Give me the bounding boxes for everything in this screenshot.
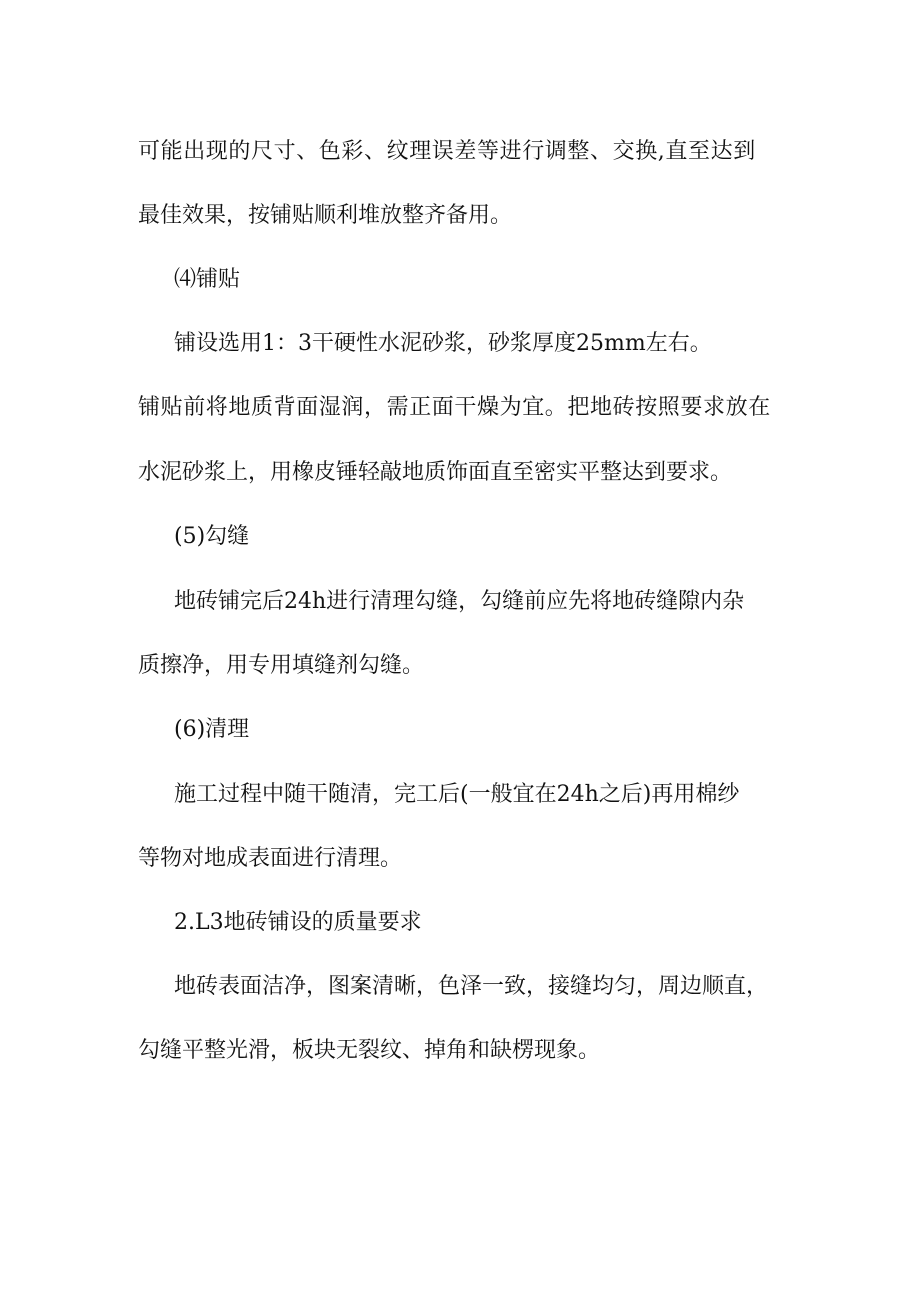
paragraph-line: 等物对地成表面进行清理。 [138,846,403,871]
paragraph-line: 铺设选用1：3干硬性水泥砂浆，砂浆厚度25mm左右。 [174,331,712,356]
paragraph-line: 地砖铺完后24h进行清理勾缝，勾缝前应先将地砖缝隙内杂 [174,589,745,614]
paragraph-line: 可能出现的尺寸、色彩、纹理误差等进行调整、交换,直至达到 [138,139,756,164]
paragraph-line: 质擦净，用专用填缝剂勾缝。 [138,653,425,678]
section-heading: 2.L3地砖铺设的质量要求 [174,910,422,935]
paragraph-line: 地砖表面洁净，图案清晰，色泽一致，接缝均匀，周边顺直， [174,974,769,999]
section-heading: ⑷铺贴 [174,267,241,292]
section-heading: (6)清理 [174,717,250,742]
paragraph-line: 勾缝平整光滑，板块无裂纹、掉角和缺楞现象。 [138,1038,601,1063]
section-heading: (5)勾缝 [174,524,250,549]
paragraph-line: 铺贴前将地质背面湿润，需正面干燥为宜。把地砖按照要求放在 [138,395,771,420]
paragraph-line: 施工过程中随干随清，完工后(一般宜在24h之后)再用棉纱 [174,782,740,807]
paragraph-line: 最佳效果，按铺贴顺利堆放整齐备用。 [138,203,513,228]
paragraph-line: 水泥砂浆上，用橡皮锤轻敲地质饰面直至密实平整达到要求。 [138,460,733,485]
